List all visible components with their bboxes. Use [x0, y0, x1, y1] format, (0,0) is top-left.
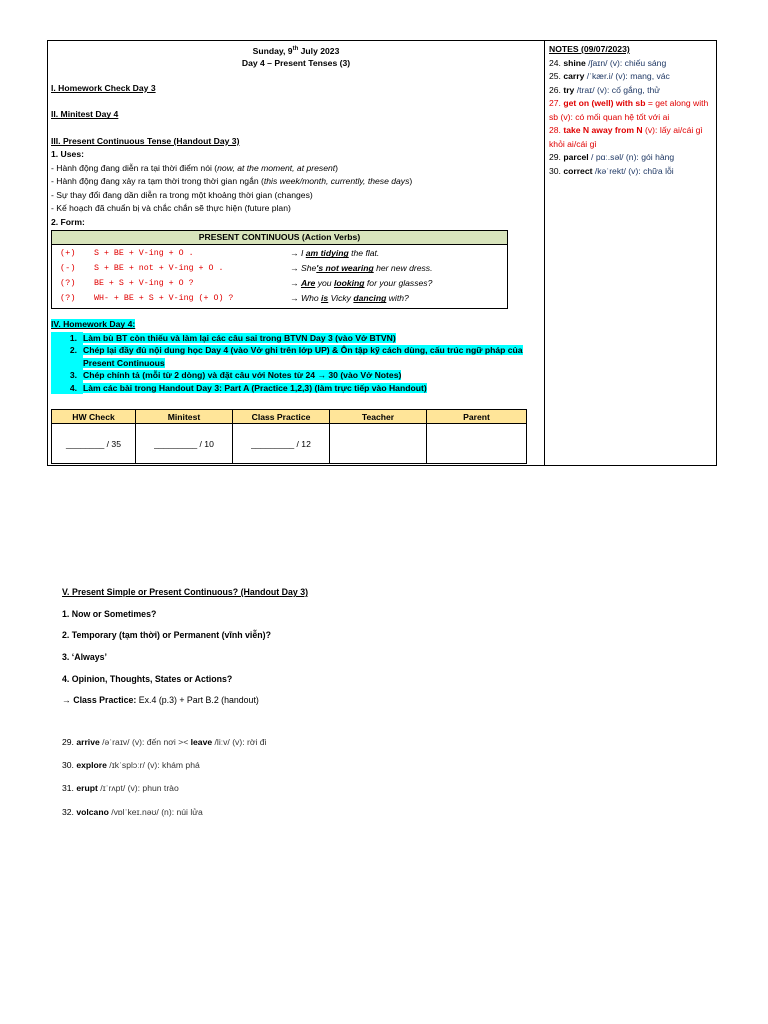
note-item: 30. correct /kəˈrekt/ (v): chữa lỗi	[549, 165, 674, 176]
homework-item: 1. Làm bù BT còn thiếu và làm lại các câu sai trong BTVN Day 3 (vào Vở BTVN)	[51, 332, 541, 345]
notes-column	[549, 43, 715, 178]
form-row: (?) WH- + BE + S + V-ing (+ O) ? → Who is Vicky dancing with?	[60, 293, 409, 304]
note-item: 25. carry /ˈkær.i/ (v): mang, vác	[549, 71, 670, 81]
form-label: 2. Form:	[51, 216, 85, 227]
section-5-item: 2. Temporary (tạm thời) or Permanent (vĩnh viễn)?	[62, 630, 271, 641]
homework-item: 4. Làm các bài trong Handout Day 3: Part A (Practice 1,2,3) (làm trực tiếp vào Handout)	[51, 382, 541, 395]
section-5-item: 1. Now or Sometimes?	[62, 608, 157, 619]
form-row: (-) S + BE + not + V-ing + O . → She's not wearing her new dress.	[60, 263, 433, 274]
form-table-title: PRESENT CONTINUOUS (Action Verbs)	[52, 231, 508, 245]
section-minitest: II. Minitest Day 4	[51, 109, 119, 120]
form-table	[51, 230, 508, 309]
form-row: (?) BE + S + V-ing + O ? → Are you looking for your glasses?	[60, 278, 433, 289]
form-row: (+) S + BE + V-ing + O . → I am tidying the flat.	[60, 248, 380, 259]
homework-item: 3. Chép chính tả (mỗi từ 2 dòng) và đặt câu với Notes từ 24 → 30 (vào Vở Notes)	[51, 369, 541, 382]
section-5-item: 3. ‘Always’	[62, 652, 107, 663]
vocab-item: 30. explore /ɪkˈsplɔːr/ (v): khám phá	[62, 760, 200, 771]
score-hw-check[interactable]: ________ / 35	[52, 424, 136, 464]
use-item: - Hành động đang diễn ra tại thời điểm nói (now, at the moment, at present)	[51, 162, 339, 173]
score-header: HW Check	[52, 410, 136, 424]
score-header: Teacher	[330, 410, 427, 424]
lesson-column	[51, 43, 541, 394]
uses-label: 1. Uses:	[51, 149, 84, 160]
section-5-title: V. Present Simple or Present Continuous? (Handout Day 3)	[62, 587, 309, 597]
use-item: - Hành động đang xảy ra tạm thời trong thời gian ngắn (this week/month, currently, these days)	[51, 176, 413, 187]
section-present-continuous: III. Present Continuous Tense (Handout Day 3)	[51, 135, 240, 146]
class-practice-line: → Class Practice: Ex.4 (p.3) + Part B.2 (handout)	[62, 695, 259, 706]
notes-title: NOTES (09/07/2023)	[549, 44, 630, 54]
score-header: Class Practice	[233, 410, 330, 424]
homework-list	[51, 332, 541, 395]
lesson-title: Day 4 – Present Tenses (3)	[241, 57, 351, 68]
note-item: 28. take N away from N (v): lấy ai/cái gì khỏi ai/cái gì	[549, 125, 703, 149]
note-item: 29. parcel / pɑː.səl/ (n): gói hàng	[549, 152, 675, 162]
score-parent[interactable]	[427, 424, 527, 464]
score-class-practice[interactable]: _________ / 12	[233, 424, 330, 464]
score-header: Parent	[427, 410, 527, 424]
vocab-list	[62, 735, 266, 828]
use-item: - Sự thay đổi đang dần diễn ra trong một khoảng thời gian (changes)	[51, 189, 313, 200]
lesson-frame	[47, 40, 717, 466]
section-homework-check: I. Homework Check Day 3	[51, 82, 156, 93]
section-5-item: 4. Opinion, Thoughts, States or Actions?	[62, 673, 233, 684]
vocab-item: 29. arrive /əˈraɪv/ (v): đến nơi >< leave /liːv/ (v): rời đi	[62, 737, 267, 747]
vocab-item: 32. volcano /vɒlˈkeɪ.nəʊ/ (n): núi lửa	[62, 806, 203, 817]
score-minitest[interactable]: _________ / 10	[136, 424, 233, 464]
section-5	[62, 585, 712, 715]
column-divider	[544, 41, 545, 465]
note-item: 26. try /traɪ/ (v): cố gắng, thử	[549, 84, 661, 95]
score-header: Minitest	[136, 410, 233, 424]
homework-title: IV. Homework Day 4:	[51, 319, 136, 330]
note-item: 24. shine /ʃaɪn/ (v): chiếu sáng	[549, 57, 667, 68]
note-item: 27. get on (well) with sb = get along with sb (v): có mối quan hệ tốt với ai	[549, 98, 709, 122]
vocab-item: 31. erupt /ɪˈrʌpt/ (v): phun trào	[62, 783, 179, 794]
score-table	[51, 409, 527, 464]
homework-item: 2. Chép lại đầy đủ nội dung học Day 4 (vào Vở ghi trên lớp UP) & Ôn tập kỹ cách dùng, cấu trúc ngữ pháp của Present Continuous	[51, 344, 541, 369]
use-item: - Kế hoạch đã chuẩn bị và chắc chắn sẽ thực hiện (future plan)	[51, 203, 291, 214]
score-teacher[interactable]	[330, 424, 427, 464]
lesson-date: Sunday, 9th July 2023	[252, 45, 340, 56]
